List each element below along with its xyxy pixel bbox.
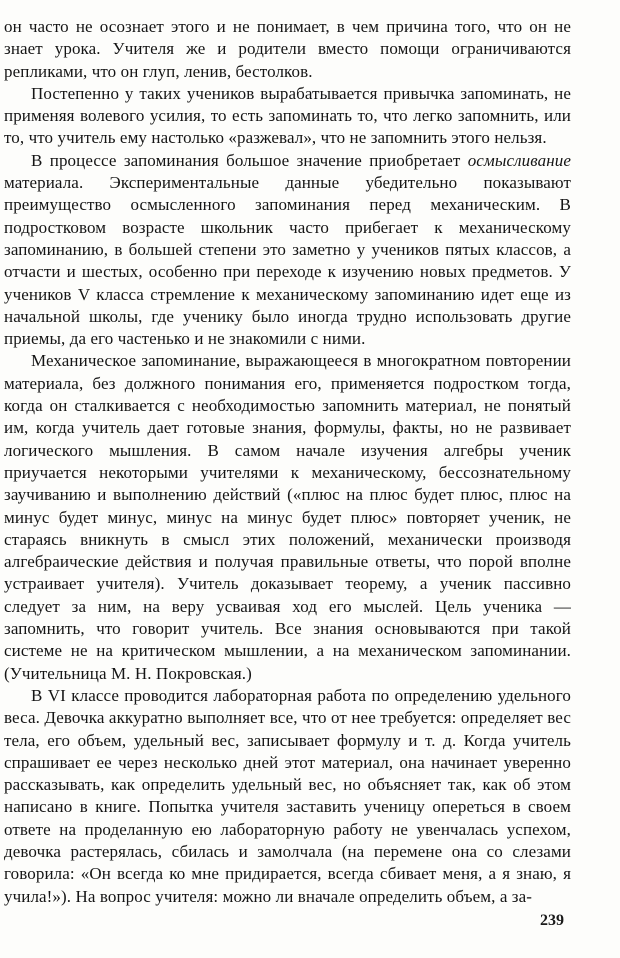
paragraph-comprehension-start: В процессе запоминания большое значение приобретает <box>31 150 468 170</box>
body-text <box>4 16 571 908</box>
page-number: 239 <box>540 912 564 929</box>
paragraph-comprehension <box>4 150 571 351</box>
paragraph-habit: Постепенно у таких учеников вырабатывается привычка запоминать, не применяя волевого усилия, то есть запоминать то, что легко запомнить, или то, что учитель ему настолько «разжевал», что не запомнить этого нельзя. <box>4 83 571 148</box>
emphasis-term: осмысливание <box>467 150 571 170</box>
paragraph-lab-work: В VI классе проводится лабораторная работа по определению удельного веса. Девочка аккуратно выполняет все, что от нее требуется: определяет вес тела, его объем, удельный вес, записывает формулу и т. д. Когда учитель спрашивает ее через несколько дней этот материал, она начинает уверенно рассказывать, как определить удельный вес, но объясняет так, как об этом написано в книге. Попытка учителя заставить ученицу опереться в своем ответе на проделанную ею лабораторную работу не увенчалась успехом, девочка растерялась, сбилась и замолчала (на перемене она со слезами говорила: «Он всегда ко мне придирается, всегда сбивает меня, а я знаю, я учила!»). На вопрос учителя: можно ли вначале определить объем, а за- <box>4 685 571 906</box>
paragraph-comprehension-rest: материала. Экспериментальные данные убедительно показывают преимущество осмысленного запоминания перед механическим. В подростковом возрасте школьник часто прибегает к механическому запоминанию, в большей степени это заметно у учеников пятых классов, а отчасти и шестых, особенно при переходе к изучению новых предметов. У учеников V класса стремление к механическому запоминанию идет еще из начальной школы, где ученику было иногда трудно использовать другие приемы, да его частенько и не знакомили с ними. <box>4 173 571 349</box>
paragraph-rote-memorization: Механическое запоминание, выражающееся в многократном повторении материала, без должного понимания его, применяется подростком тогда, когда он сталкивается с необходимостью запомнить материал, не понятый им, когда учитель дает готовые знания, формулы, факты, но не развивает логического мышления. В самом начале изучения алгебры ученик приучается некоторыми учителями к механическому, бессознательному заучиванию и выполнению действий («плюс на плюс будет плюс, плюс на минус будет минус, минус на минус будет плюс» повторяет ученик, не стараясь вникнуть в смысл этих положений, механически производя алгебраические действия и получая правильные ответы, что порой вполне устраивает учителя). Учитель доказывает теорему, а ученик пассивно следует за ним, на веру усваивая ход его мыслей. Цель ученика — запомнить, что говорит учитель. Все знания основываются при такой системе не на критическом мышлении, а на механическом запоминании. (Учительница М. Н. Покровская.) <box>4 351 571 683</box>
paragraph-continuation: он часто не осознает этого и не понимает, в чем причина того, что он не знает урока. Учителя же и родители вместо помощи ограничиваются репликами, что он глуп, ленив, бестолков. <box>4 17 571 81</box>
